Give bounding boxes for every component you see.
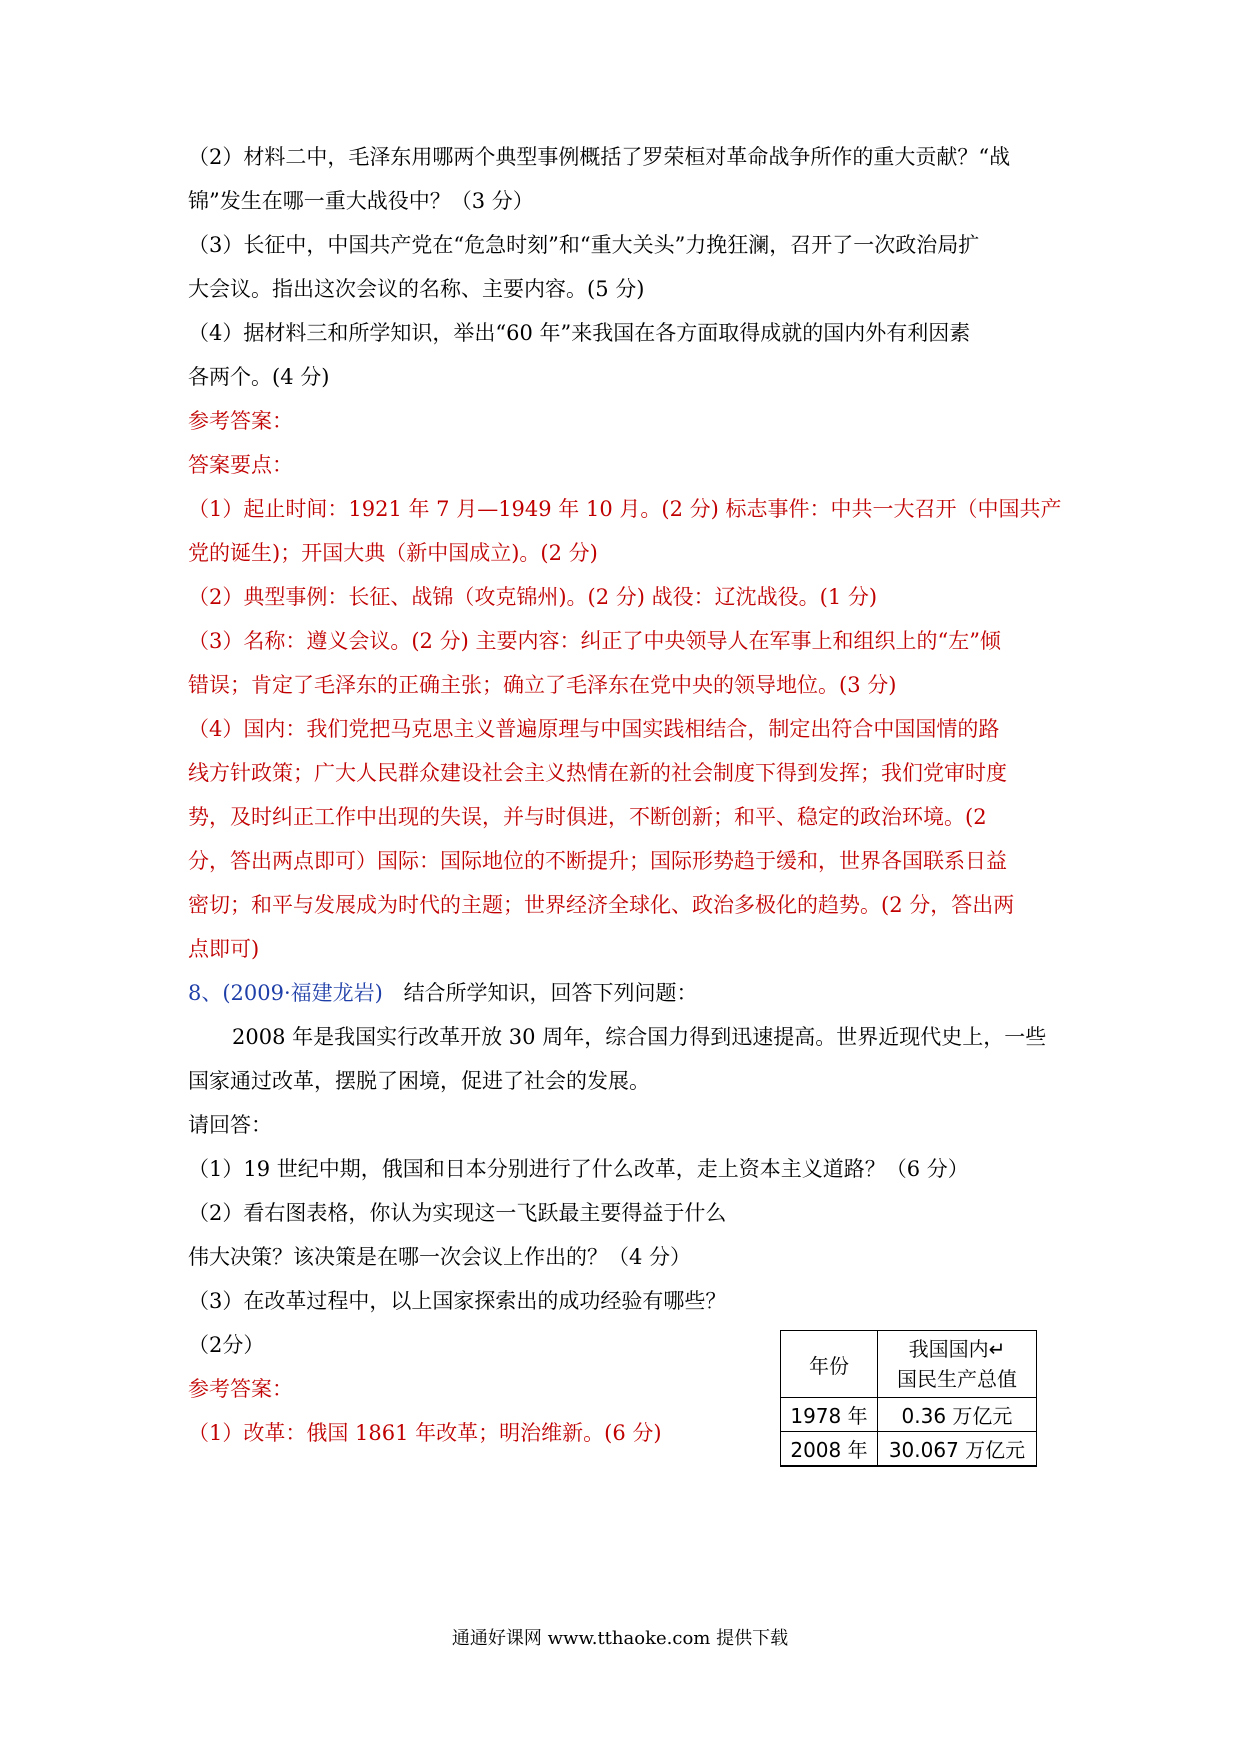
answer-line: （4）国内：我们党把马克思主义普遍原理与中国实践相结合，制定出符合中国国情的路 — [188, 717, 1000, 741]
table-cell-value: 30.067 万亿元 — [878, 1432, 1037, 1467]
table-row — [781, 1432, 1037, 1467]
answer-line: （2）典型事例：长征、战锦（攻克锦州)。(2 分) 战役：辽沈战役。(1 分) — [188, 585, 878, 609]
table-header-year: 年份 — [781, 1331, 878, 1398]
text-line: 各两个。(4 分) — [188, 365, 330, 389]
answer-line: 分，答出两点即可）国际：国际地位的不断提升；国际形势趋于缓和，世界各国联系日益 — [188, 849, 1007, 873]
answer-line: 密切；和平与发展成为时代的主题；世界经济全球化、政治多极化的趋势。(2 分，答出两 — [188, 893, 1015, 917]
table-header-value-line1: 我国国内↵ — [908, 1337, 1006, 1361]
question-8-header — [188, 978, 1058, 1008]
answer-heading: 参考答案： — [188, 1377, 293, 1401]
table-cell-value: 0.36 万亿元 — [878, 1398, 1037, 1432]
table-header-value — [878, 1331, 1037, 1398]
sub-question: （3）在改革过程中，以上国家探索出的成功经验有哪些？ — [188, 1289, 727, 1313]
question-prompt: 结合所学知识，回答下列问题： — [403, 981, 698, 1005]
answer-line: （1）起止时间：1921 年 7 月—1949 年 10 月。(2 分) 标志事件：中共一大召开（中国共产 — [188, 497, 1062, 521]
sub-question: （2分） — [188, 1333, 265, 1357]
sub-question: （1）19 世纪中期，俄国和日本分别进行了什么改革，走上资本主义道路？（6 分） — [188, 1157, 969, 1181]
text-line: （3）长征中，中国共产党在“危急时刻”和“重大关头”力挽狂澜，召开了一次政治局扩 — [188, 233, 980, 257]
page-footer: 通通好课网 www.tthaoke.com 提供下载 — [451, 1628, 789, 1649]
text-line: 大会议。指出这次会议的名称、主要内容。(5 分) — [188, 277, 645, 301]
answer-line: 党的诞生)；开国大典（新中国成立)。(2 分) — [188, 541, 598, 565]
answer-heading: 参考答案： — [188, 409, 293, 433]
sub-question: （2）看右图表格，你认为实现这一飞跃最主要得益于什么 — [188, 1201, 727, 1225]
table-row — [781, 1398, 1037, 1432]
question-source: 8、(2009·福建龙岩) — [188, 981, 383, 1005]
text-line: 锦”发生在哪一重大战役中？（3 分） — [188, 189, 534, 213]
table-header-value-line2: 国民生产总值 — [897, 1367, 1017, 1391]
answer-line: （3）名称：遵义会议。(2 分) 主要内容：纠正了中央领导人在军事上和组织上的“左”倾 — [188, 629, 1001, 653]
text-line: （2）材料二中，毛泽东用哪两个典型事例概括了罗荣桓对革命战争所作的重大贡献？“战 — [188, 145, 1011, 169]
answer-line: 点即可) — [188, 937, 260, 961]
answer-line: 势，及时纠正工作中出现的失误，并与时俱进，不断创新；和平、稳定的政治环境。(2 — [188, 805, 987, 829]
gdp-table — [780, 1330, 1037, 1467]
answer-line: 线方针政策；广大人民群众建设社会主义热情在新的社会制度下得到发挥；我们党审时度 — [188, 761, 1007, 785]
answer-points-heading: 答案要点： — [188, 453, 293, 477]
question-ask: 请回答： — [188, 1113, 272, 1137]
sub-question: 伟大决策？该决策是在哪一次会议上作出的？（4 分） — [188, 1245, 692, 1269]
table-cell-year: 1978 年 — [781, 1398, 878, 1432]
table-cell-year: 2008 年 — [781, 1432, 878, 1467]
text-line: （4）据材料三和所学知识，举出“60 年”来我国在各方面取得成就的国内外有利因素 — [188, 321, 971, 345]
table-header-row — [781, 1331, 1037, 1398]
answer-line: 错误；肯定了毛泽东的正确主张；确立了毛泽东在党中央的领导地位。(3 分) — [188, 673, 897, 697]
question-paragraph: 国家通过改革，摆脱了困境，促进了社会的发展。 — [188, 1069, 650, 1093]
answer-line: （1）改革：俄国 1861 年改革；明治维新。(6 分) — [188, 1421, 662, 1445]
question-paragraph: 2008 年是我国实行改革开放 30 周年，综合国力得到迅速提高。世界近现代史上，一些 — [232, 1025, 1047, 1049]
